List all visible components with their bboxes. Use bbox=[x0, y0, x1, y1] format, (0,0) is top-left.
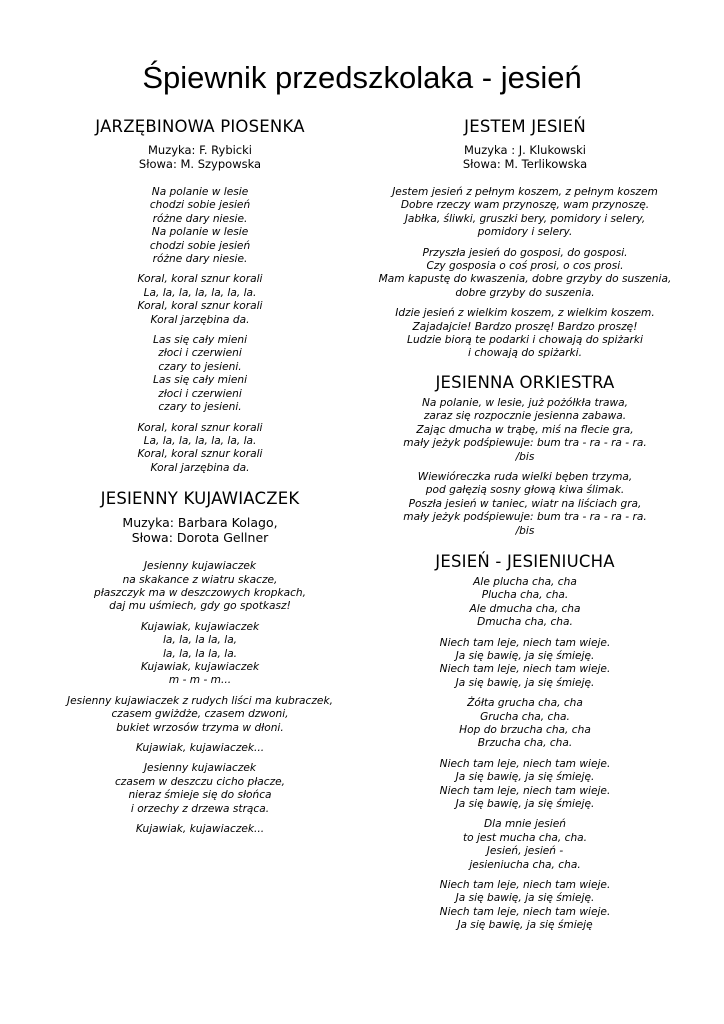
stanza bbox=[370, 758, 680, 812]
lyric-line: Przyszła jesień do gosposi, do gosposi. bbox=[422, 246, 628, 259]
left-column bbox=[52, 117, 348, 843]
lyric-line: płaszczyk ma w deszczowych kropkach, bbox=[94, 586, 306, 599]
stanza bbox=[52, 273, 348, 327]
lyric-line: Dobre rzeczy wam przynoszę, wam przynoszę. bbox=[400, 199, 650, 212]
lyric-line: mały jeżyk podśpiewuje: bum tra - ra - ra - ra. bbox=[403, 437, 647, 450]
lyric-line: Niech tam leje, niech tam wieje. bbox=[439, 757, 611, 770]
lyric-line: La, la, la, la, la, la, la. bbox=[143, 286, 257, 299]
lyric-line: Dla mnie jesień bbox=[484, 818, 566, 831]
lyric-line: to jest mucha cha, cha. bbox=[462, 831, 588, 844]
lyric-line: la, la, la la, la, bbox=[162, 634, 238, 647]
lyric-line: czasem w deszczu cicho płacze, bbox=[114, 775, 286, 788]
song-block bbox=[52, 117, 348, 475]
lyric-line: Na polanie, w lesie, już pożółkła trawa, bbox=[422, 396, 628, 409]
lyric-line: Dmucha cha, cha. bbox=[477, 616, 573, 629]
lyric-line: Ja się bawię, ja się śmieję bbox=[457, 919, 593, 932]
lyric-line: Ja się bawię, ja się śmieję. bbox=[455, 798, 595, 811]
lyric-line: Czy gosposia o coś prosi, o cos prosi. bbox=[426, 260, 624, 273]
song-title: JESIENNA ORKIESTRA bbox=[435, 372, 615, 392]
stanza bbox=[370, 397, 680, 464]
lyric-line: Niech tam leje, niech tam wieje. bbox=[439, 784, 611, 797]
stanza bbox=[52, 742, 348, 755]
stanza bbox=[370, 307, 680, 361]
lyric-line: bukiet wrzosów trzyma w dłoni. bbox=[116, 721, 284, 734]
lyric-line: Na polanie w lesie bbox=[151, 186, 249, 198]
stanza bbox=[52, 422, 348, 476]
lyric-line: Wiewióreczka ruda wielki bęben trzyma, bbox=[417, 470, 633, 483]
stanza bbox=[52, 560, 348, 614]
lyric-line: złoci i czerwieni bbox=[158, 387, 242, 400]
lyric-line: Ja się bawię, ja się śmieję. bbox=[455, 771, 595, 784]
song-title: JESTEM JESIEŃ bbox=[464, 117, 586, 136]
stanza bbox=[52, 762, 348, 816]
lyric-line: mały jeżyk podśpiewuje: bum tra - ra - ra - ra. bbox=[403, 511, 647, 524]
song-title: JESIENNY KUJAWIACZEK bbox=[100, 489, 300, 509]
lyric-line: Ja się bawię, ja się śmieję. bbox=[455, 892, 595, 905]
lyric-line: Ja się bawię, ja się śmieję. bbox=[455, 649, 595, 662]
song-credits bbox=[52, 143, 348, 171]
lyric-line: Jesienny kujawiaczek bbox=[143, 762, 257, 775]
lyric-line: jesieniucha cha, cha. bbox=[469, 858, 581, 871]
lyric-line: Ale dmucha cha, cha bbox=[469, 602, 581, 615]
lyric-line: La, la, la, la, la, la, la. bbox=[143, 434, 257, 447]
lyric-line: Koral, koral sznur korali bbox=[137, 448, 263, 461]
stanza bbox=[52, 621, 348, 688]
song-block bbox=[370, 117, 680, 361]
lyric-line: nieraz śmieje się do słońca bbox=[128, 789, 272, 802]
lyric-line: Zajadajcie! Bardzo proszę! Bardzo proszę! bbox=[412, 320, 638, 333]
lyric-line: Koral jarzębina da. bbox=[150, 461, 250, 474]
credit-line: Muzyka : J. Klukowski bbox=[463, 143, 586, 157]
stanza bbox=[370, 471, 680, 538]
lyric-line: Niech tam leje, niech tam wieje. bbox=[439, 905, 611, 918]
stanza bbox=[370, 186, 680, 240]
lyric-line: daj mu uśmiech, gdy go spotkasz! bbox=[109, 600, 291, 613]
lyric-line: Jesień, jesień - bbox=[486, 845, 564, 858]
lyric-line: Żółta grucha cha, cha bbox=[467, 697, 583, 710]
lyric-line: różne dary niesie. bbox=[152, 253, 248, 266]
lyric-line: złoci i czerwieni bbox=[158, 347, 242, 360]
lyric-line: czary to jesieni. bbox=[158, 401, 242, 414]
song-credits bbox=[52, 515, 348, 545]
stanza bbox=[370, 818, 680, 872]
lyric-line: Las się cały mieni bbox=[152, 374, 248, 387]
lyric-line: Koral, koral sznur korali bbox=[137, 421, 263, 434]
lyric-line: chodzi sobie jesień bbox=[149, 199, 251, 212]
lyric-line: i chowają do spiżarki. bbox=[468, 347, 582, 360]
lyric-line: pomidory i selery. bbox=[477, 226, 573, 239]
credit-line: Muzyka: Barbara Kolago, bbox=[122, 515, 278, 531]
lyric-line: Koral, koral sznur korali bbox=[137, 273, 263, 286]
song-title: JESIEŃ - JESIENIUCHA bbox=[435, 551, 615, 571]
credit-line: Słowa: M. Terlikowska bbox=[462, 157, 588, 171]
lyric-line: Las się cały mieni bbox=[152, 334, 248, 347]
stanza bbox=[52, 695, 348, 735]
lyric-line: Poszła jesień w taniec, wiatr na liściach gra, bbox=[408, 497, 642, 510]
lyric-line: Idzie jesień z wielkim koszem, z wielkim koszem. bbox=[395, 307, 655, 320]
lyric-line: Jabłka, śliwki, gruszki bery, pomidory i selery, bbox=[404, 212, 646, 225]
stanza bbox=[370, 637, 680, 691]
lyric-line: pod gałęzią sosny głową kiwa ślimak. bbox=[425, 484, 625, 497]
page-title: Śpiewnik przedszkolaka - jesień bbox=[142, 60, 582, 95]
credit-line: Muzyka: F. Rybicki bbox=[147, 143, 252, 157]
lyric-line: Ale plucha cha, cha bbox=[473, 575, 577, 588]
lyric-line: Ja się bawię, ja się śmieję. bbox=[455, 676, 595, 689]
lyric-line: Hop do brzucha cha, cha bbox=[459, 724, 591, 736]
right-column bbox=[370, 117, 680, 940]
lyric-line: Niech tam leje, niech tam wieje. bbox=[439, 879, 611, 892]
lyric-line: Koral jarzębina da. bbox=[150, 313, 250, 326]
stanza bbox=[370, 879, 680, 933]
lyric-line: Kujawiak, kujawiaczek... bbox=[135, 823, 265, 836]
lyric-line: czasem gwiżdże, czasem dzwoni, bbox=[111, 708, 289, 721]
stanza bbox=[370, 247, 680, 301]
lyric-line: Grucha cha, cha. bbox=[480, 710, 570, 723]
lyric-line: Brzucha cha, cha. bbox=[477, 737, 573, 750]
lyric-line: la, la, la la, la. bbox=[162, 647, 238, 660]
lyric-line: Ludzie biorą te podarki i chowają do spiżarki bbox=[407, 334, 643, 347]
lyric-line: Niech tam leje, niech tam wieje. bbox=[439, 663, 611, 676]
song-credits bbox=[370, 143, 680, 171]
lyric-line: Kujawiak, kujawiaczek bbox=[140, 660, 260, 673]
stanza bbox=[52, 186, 348, 266]
stanza bbox=[370, 576, 680, 630]
lyric-line: chodzi sobie jesień bbox=[149, 239, 251, 252]
lyric-line: czary to jesieni. bbox=[158, 360, 242, 373]
lyric-line: Mam kapustę do kwaszenia, dobre grzyby do suszenia, bbox=[378, 273, 672, 286]
stanza bbox=[52, 823, 348, 836]
lyric-line: różne dary niesie. bbox=[152, 212, 248, 225]
stanza bbox=[52, 334, 348, 414]
lyric-line: Na polanie w lesie bbox=[151, 226, 249, 239]
lyric-line: Plucha cha, cha. bbox=[481, 589, 569, 602]
lyric-line: Kujawiak, kujawiaczek bbox=[140, 620, 260, 633]
lyric-line: m - m - m... bbox=[168, 674, 232, 687]
lyric-line: Koral, koral sznur korali bbox=[137, 300, 263, 313]
lyric-line: na skakance z wiatru skacze, bbox=[122, 573, 278, 586]
song-block bbox=[370, 552, 680, 933]
song-title: JARZĘBINOWA PIOSENKA bbox=[95, 117, 305, 136]
lyric-line: Jesienny kujawiaczek bbox=[143, 560, 257, 573]
lyric-line: dobre grzyby do suszenia. bbox=[455, 286, 595, 299]
lyric-line: i orzechy z drzewa strąca. bbox=[130, 802, 270, 815]
lyric-line: Jestem jesień z pełnym koszem, z pełnym koszem bbox=[392, 186, 658, 198]
song-block bbox=[52, 489, 348, 836]
lyric-line: zaraz się rozpocznie jesienna zabawa. bbox=[423, 410, 627, 423]
song-block bbox=[370, 373, 680, 538]
credit-line: Słowa: Dorota Gellner bbox=[131, 530, 269, 546]
lyric-line: /bis bbox=[515, 450, 535, 463]
lyric-line: Zając dmucha w trąbę, miś na flecie gra, bbox=[416, 423, 634, 436]
lyric-line: Kujawiak, kujawiaczek... bbox=[135, 742, 265, 754]
lyric-line: Niech tam leje, niech tam wieje. bbox=[439, 636, 611, 649]
credit-line: Słowa: M. Szypowska bbox=[138, 157, 262, 171]
lyric-line: /bis bbox=[515, 524, 535, 537]
stanza bbox=[370, 697, 680, 751]
lyric-line: Jesienny kujawiaczek z rudych liści ma kubraczek, bbox=[67, 694, 333, 707]
